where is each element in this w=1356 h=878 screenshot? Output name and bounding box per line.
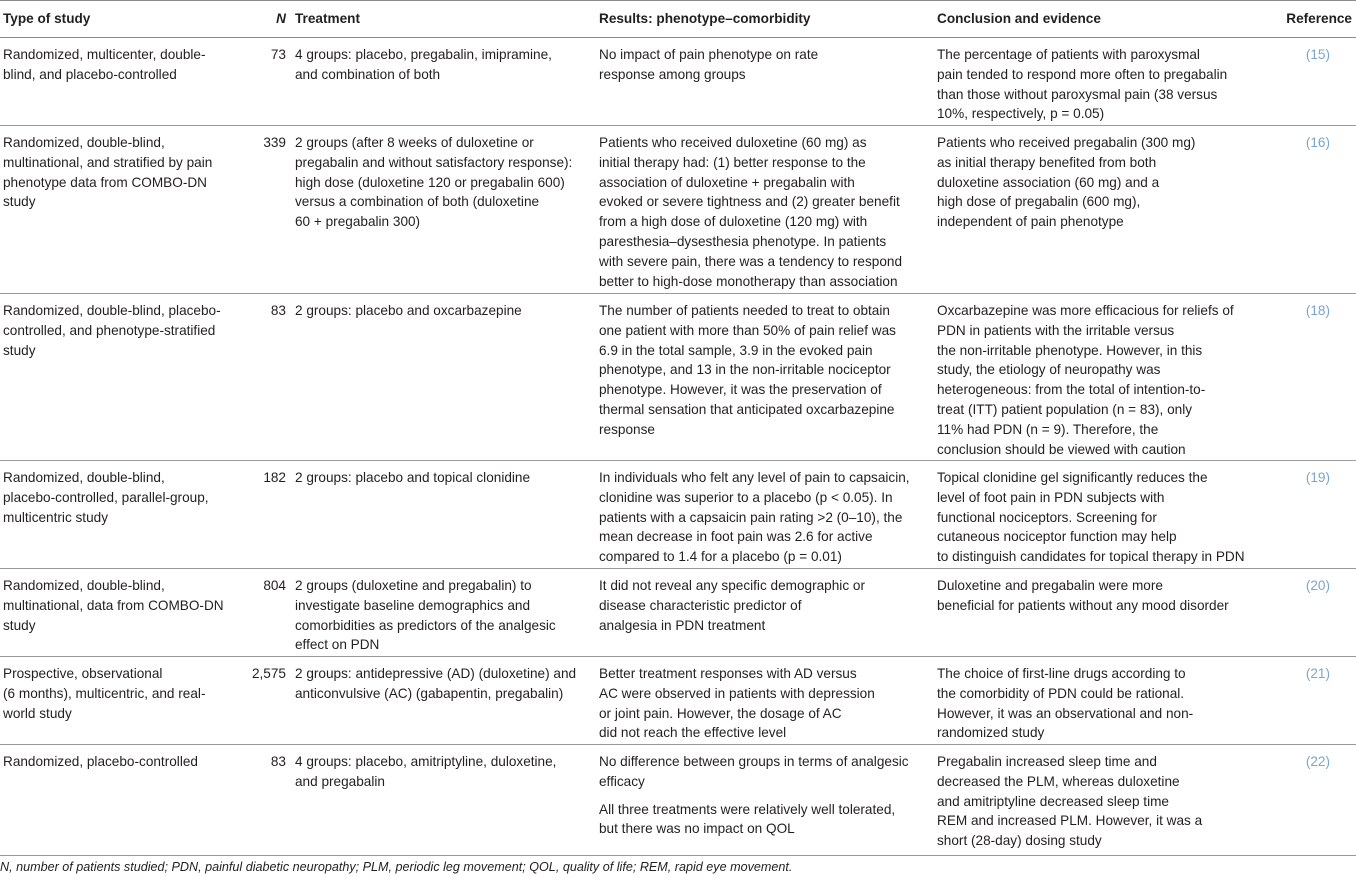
cell-type: Randomized, placebo-controlled	[0, 745, 235, 856]
cell-conclusion: Topical clonidine gel significantly reduces the level of foot pain in PDN subjects with functional nociceptors. Screening for cutaneous nociceptor function may help to distinguish candidates for topical therapy in PDN	[934, 461, 1274, 569]
cell-n: 2,575	[235, 657, 292, 745]
cell-treatment: 2 groups: placebo and topical clonidine	[292, 461, 596, 569]
cell-results: Better treatment responses with AD versus AC were observed in patients with depression or joint pain. However, the dosage of AC did not reach the effective level	[596, 657, 934, 745]
table-row	[0, 126, 1356, 294]
header-results: Results: phenotype–comorbidity	[596, 1, 934, 38]
cell-results: No difference between groups in terms of analgesic efficacy All three treatments were relatively well tolerated, but there was no impact on QOL	[596, 745, 934, 856]
cell-n: 339	[235, 126, 292, 294]
cell-results-second-paragraph: All three treatments were relatively well tolerated, but there was no impact on QOL	[599, 801, 896, 837]
cell-reference-link[interactable]: (21)	[1274, 657, 1356, 745]
cell-n: 83	[235, 745, 292, 856]
cell-n: 182	[235, 461, 292, 569]
cell-reference-link[interactable]: (20)	[1274, 569, 1356, 657]
cell-type: Randomized, multicenter, double- blind, and placebo-controlled	[0, 38, 235, 126]
cell-treatment: 2 groups (after 8 weeks of duloxetine or pregabalin and without satisfactory response): high dose (duloxetine 120 or pregabalin 600) versus a combination of both (duloxetine 60 + pregabalin 300)	[292, 126, 596, 294]
table-footnote: N, number of patients studied; PDN, painful diabetic neuropathy; PLM, periodic leg movement; QOL, quality of life; REM, rapid eye movement.	[0, 860, 793, 874]
cell-type: Randomized, double-blind, placebo- controlled, and phenotype-stratified study	[0, 294, 235, 461]
cell-results: In individuals who felt any level of pain to capsaicin, clonidine was superior to a placebo (p < 0.05). In patients with a capsaicin pain rating >2 (0–10), the mean decrease in foot pain was 2.6 for active compared to 1.4 for a placebo (p = 0.01)	[596, 461, 934, 569]
header-treatment: Treatment	[292, 1, 596, 38]
header-n: N	[235, 1, 292, 38]
cell-type: Prospective, observational (6 months), multicentric, and real- world study	[0, 657, 235, 745]
header-type-of-study: Type of study	[0, 1, 235, 38]
table-row	[0, 294, 1356, 461]
cell-results: Patients who received duloxetine (60 mg) as initial therapy had: (1) better response to the association of duloxetine + pregabalin with evoked or severe tightness and (2) greater benefit from a high dose of duloxetine (120 mg) with paresthesia–dysesthesia phenotype. In patients with severe pain, there was a tendency to respond better to high-dose monotherapy than association	[596, 126, 934, 294]
table-row	[0, 461, 1356, 569]
cell-n: 73	[235, 38, 292, 126]
table-row	[0, 657, 1356, 745]
table-header-row	[0, 1, 1356, 38]
cell-treatment: 4 groups: placebo, amitriptyline, duloxetine, and pregabalin	[292, 745, 596, 856]
cell-reference-link[interactable]: (19)	[1274, 461, 1356, 569]
cell-n: 83	[235, 294, 292, 461]
cell-results: The number of patients needed to treat to obtain one patient with more than 50% of pain relief was 6.9 in the total sample, 3.9 in the evoked pain phenotype, and 13 in the non-irritable nociceptor phenotype. However, it was the preservation of thermal sensation that anticipated oxcarbazepine response	[596, 294, 934, 461]
cell-conclusion: Pregabalin increased sleep time and decreased the PLM, whereas duloxetine and amitriptyline decreased sleep time REM and increased PLM. However, it was a short (28-day) dosing study	[934, 745, 1274, 856]
cell-type: Randomized, double-blind, placebo-controlled, parallel-group, multicentric study	[0, 461, 235, 569]
cell-treatment: 2 groups (duloxetine and pregabalin) to investigate baseline demographics and comorbidities as predictors of the analgesic effect on PDN	[292, 569, 596, 657]
cell-reference-link[interactable]: (18)	[1274, 294, 1356, 461]
table-row	[0, 745, 1356, 856]
header-conclusion: Conclusion and evidence	[934, 1, 1274, 38]
cell-type: Randomized, double-blind, multinational, and stratified by pain phenotype data from COMBO-DN study	[0, 126, 235, 294]
header-reference: Reference	[1274, 1, 1356, 38]
cell-reference-link[interactable]: (15)	[1274, 38, 1356, 126]
table-row	[0, 38, 1356, 126]
cell-treatment: 2 groups: placebo and oxcarbazepine	[292, 294, 596, 461]
cell-treatment: 4 groups: placebo, pregabalin, imipramine, and combination of both	[292, 38, 596, 126]
cell-conclusion: The percentage of patients with paroxysmal pain tended to respond more often to pregabalin than those without paroxysmal pain (38 versus 10%, respectively, p = 0.05)	[934, 38, 1274, 126]
cell-reference-link[interactable]: (22)	[1274, 745, 1356, 856]
cell-conclusion: Duloxetine and pregabalin were more beneficial for patients without any mood disorder	[934, 569, 1274, 657]
cell-results: It did not reveal any specific demographic or disease characteristic predictor of analgesia in PDN treatment	[596, 569, 934, 657]
cell-results: No impact of pain phenotype on rate response among groups	[596, 38, 934, 126]
cell-conclusion: Patients who received pregabalin (300 mg) as initial therapy benefited from both duloxetine association (60 mg) and a high dose of pregabalin (600 mg), independent of pain phenotype	[934, 126, 1274, 294]
cell-reference-link[interactable]: (16)	[1274, 126, 1356, 294]
cell-treatment: 2 groups: antidepressive (AD) (duloxetine) and anticonvulsive (AC) (gabapentin, pregabalin)	[292, 657, 596, 745]
cell-conclusion: The choice of first-line drugs according to the comorbidity of PDN could be rational. However, it was an observational and non- randomized study	[934, 657, 1274, 745]
cell-type: Randomized, double-blind, multinational, data from COMBO-DN study	[0, 569, 235, 657]
cell-n: 804	[235, 569, 292, 657]
cell-conclusion: Oxcarbazepine was more efficacious for reliefs of PDN in patients with the irritable versus the non-irritable phenotype. However, in this study, the etiology of neuropathy was heterogeneous: from the total of intention-to- treat (ITT) patient population (n = 83), only 11% had PDN (n = 9). Therefore, the conclusion should be viewed with caution	[934, 294, 1274, 461]
table-row	[0, 569, 1356, 657]
